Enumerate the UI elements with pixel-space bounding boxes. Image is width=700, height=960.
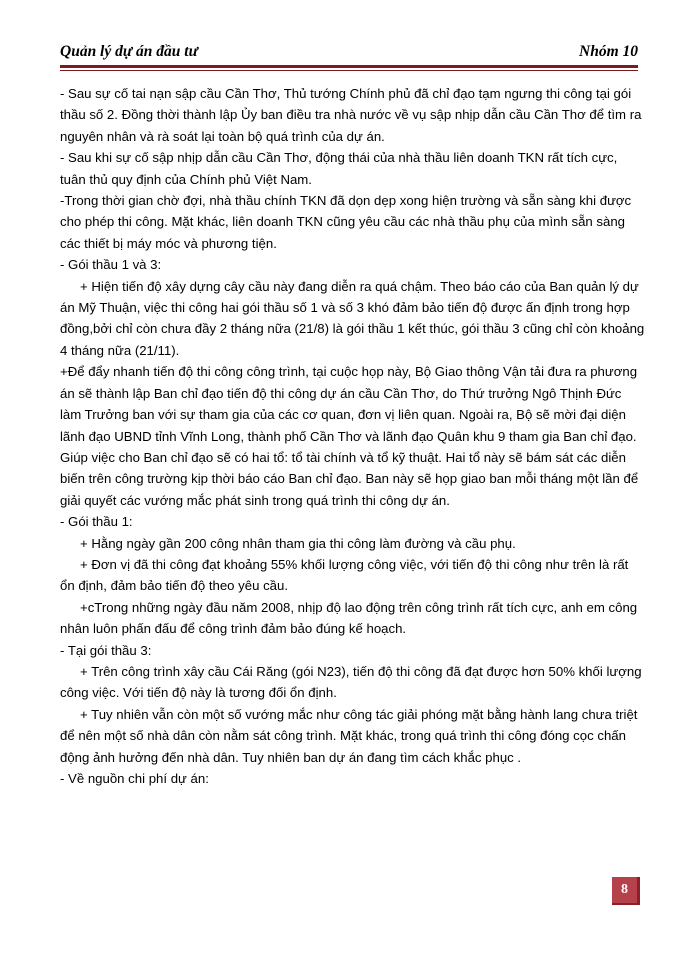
paragraph: + Hiện tiến độ xây dựng cây cầu này đang diễn ra quá chậm. Theo báo cáo của Ban quản lý dự án Mỹ Thuận, việc thi công hai gói thầu số 1 và số 3 khó đảm bảo tiến độ được ấn định trong hợp đồng,bởi chỉ còn chưa đầy 2 tháng nữa (21/8) là gói thầu 1 kết thúc, gói thầu 3 cũng chỉ còn khoảng 4 tháng nữa (21/11). (60, 278, 645, 358)
paragraph: - Gói thầu 1: (60, 514, 133, 530)
page-number-badge: 8 (612, 877, 640, 905)
header-rule-thin (60, 70, 638, 71)
paragraph: + Hằng ngày gần 200 công nhân tham gia thi công làm đường và cầu phụ. (80, 535, 516, 551)
paragraph: - Sau sự cố tai nạn sập cầu Cần Thơ, Thủ tướng Chính phủ đã chỉ đạo tạm ngưng thi công tại gói thầu số 2. Đồng thời thành lập Ủy ban điều tra nhà nước về vụ sập nhịp dẫn cầu Cần Thơ để tìm ra nguyên nhân và rà soát lại toàn bộ quá trình của dự án. (60, 86, 642, 144)
header-rule-thick (60, 65, 638, 68)
paragraph: +cTrong những ngày đầu năm 2008, nhịp độ lao động trên công trình rất tích cực, anh em công nhân luôn phấn đấu để công trình đảm bảo đúng kế hoạch. (60, 599, 638, 637)
paragraph: - Tại gói thầu 3: (60, 642, 152, 658)
page-header (60, 43, 638, 63)
paragraph: -Trong thời gian chờ đợi, nhà thầu chính TKN đã dọn dẹp xong hiện trường và sẵn sàng khi được cho phép thi công. Mặt khác, liên doanh TKN cũng yêu cầu các nhà thầu phụ của mình sẵn sàng các thiết bị máy móc và phương tiện. (60, 193, 632, 251)
paragraph: - Sau khi sự cố sập nhịp dẫn cầu Cần Thơ, động thái của nhà thầu liên doanh TKN rất tích cực, tuân thủ quy định của Chính phủ Việt Nam. (60, 150, 618, 187)
paragraph: - Gói thầu 1 và 3: (60, 257, 162, 273)
paragraph: - Về nguồn chi phí dự án: (60, 771, 209, 786)
document-body (60, 83, 646, 789)
header-group: Nhóm 10 (579, 43, 638, 60)
paragraph: +Để đẩy nhanh tiến độ thi công công trình, tại cuộc họp này, Bộ Giao thông Vận tải đưa ra phương án sẽ thành lập Ban chỉ đạo tiến độ thi công dự án cầu Cần Thơ, do Thứ trưởng Ngô Thịnh Đức làm Trưởng ban với sự tham gia của các cơ quan, đơn vị liên quan. Ngoài ra, Bộ sẽ mời đại diện lãnh đạo UBND tỉnh Vĩnh Long, thành phố Cần Thơ và lãnh đạo Quân khu 9 tham gia Ban chỉ đạo. Giúp việc cho Ban chỉ đạo sẽ có hai tổ: tổ tài chính và tổ kỹ thuật. Hai tổ này sẽ bám sát các diễn biến trên công trường kịp thời báo cáo Ban chỉ đạo. Ban này sẽ họp giao ban mỗi tháng một lần để giải quyết các vướng mắc phát sinh trong quá trình thi công dự án. (60, 364, 639, 508)
paragraph: + Tuy nhiên vẫn còn một số vướng mắc như công tác giải phóng mặt bằng hành lang chưa triệt để nên một số nhà dân còn nằm sát công trình. Mặt khác, trong quá trình thi công đóng cọc chấn động ảnh hưởng đến nhà dân. Tuy nhiên ban dự án đang tìm cách khắc phục . (60, 706, 638, 765)
paragraph: + Đơn vị đã thi công đạt khoảng 55% khối lượng công việc, với tiến độ thi công như trên là rất ổn định, đảm bảo tiến độ theo yêu cầu. (60, 556, 629, 594)
header-title: Quản lý dự án đầu tư (60, 43, 198, 60)
paragraph: + Trên công trình xây cầu Cái Răng (gói N23), tiến độ thi công đã đạt được hơn 50% khối lượng công việc. Với tiến độ này là tương đối ổn định. (60, 663, 642, 701)
